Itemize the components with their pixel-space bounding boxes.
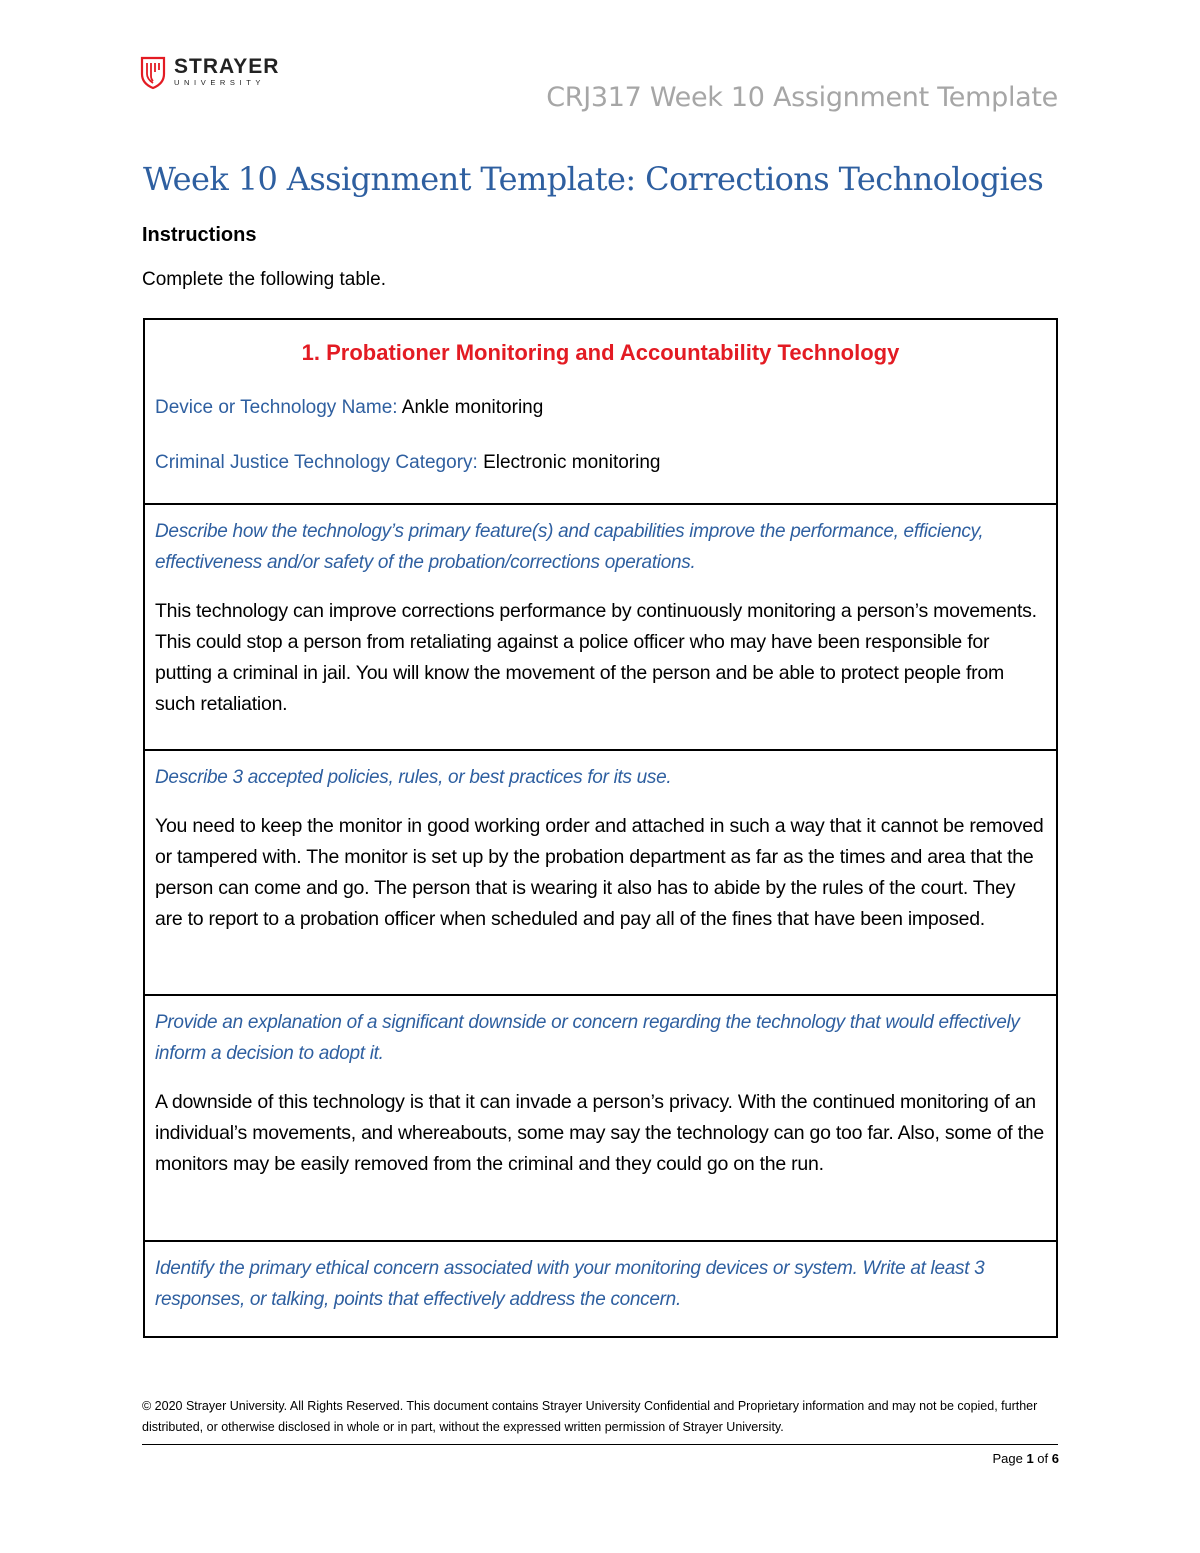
device-label: Device or Technology Name:: [155, 397, 398, 418]
table-row: [145, 503, 1056, 751]
strayer-logo: [140, 56, 279, 90]
logo-subtitle: UNIVERSITY: [174, 78, 266, 87]
row-answer[interactable]: A downside of this technology is that it can invade a person’s privacy. With the continued monitoring of an individual’s movements, and whereabouts, some may say the technology can go too far. Also, some of the monitors may be easily removed from the criminal and they could go on the run.: [155, 1091, 1044, 1175]
shield-logo-icon: [140, 56, 166, 90]
table-row-header: [145, 320, 1056, 505]
category-field: [155, 451, 1046, 475]
table-row: [145, 1240, 1056, 1338]
page-title: Week 10 Assignment Template: Corrections Technologies: [143, 160, 1044, 198]
instructions-text: Complete the following table.: [142, 269, 386, 290]
row-prompt: Identify the primary ethical concern associated with your monitoring devices or system. Write at least 3 responses, or talking, points that effectively address the concern.: [155, 1258, 985, 1310]
category-value: Electronic monitoring: [483, 452, 661, 473]
header-title: CRJ317 Week 10 Assignment Template: [546, 82, 1058, 113]
category-label: Criminal Justice Technology Category:: [155, 452, 478, 473]
assignment-table: [143, 318, 1058, 1338]
row-prompt: Describe 3 accepted policies, rules, or best practices for its use.: [155, 767, 672, 788]
row-prompt: Provide an explanation of a significant downside or concern regarding the technology that would effectively inform a decision to adopt it.: [155, 1012, 1020, 1064]
page-number: Page 1 of 6: [992, 1451, 1059, 1466]
device-value: Ankle monitoring: [401, 397, 544, 418]
table-row: [145, 994, 1056, 1242]
logo-name: STRAYER: [174, 55, 280, 78]
row-prompt: Describe how the technology’s primary feature(s) and capabilities improve the performance, efficiency, effectiveness and/or safety of the probation/corrections operations.: [155, 521, 984, 573]
row-answer[interactable]: This technology can improve corrections performance by continuously monitoring a person’s movements. This could stop a person from retaliating against a police officer who may have been responsible for putting a criminal in jail. You will know the movement of the person and be able to protect people from such retaliation.: [155, 600, 1037, 715]
footer-divider: [142, 1444, 1058, 1445]
device-field: [155, 396, 1046, 420]
row-answer[interactable]: You need to keep the monitor in good working order and attached in such a way that it cannot be removed or tampered with. The monitor is set up by the probation department as far as the times and area that the person can come and go. The person that is wearing it also has to abide by the rules of the court. They are to report to a probation officer when scheduled and pay all of the fines that have been imposed.: [155, 815, 1044, 930]
table-row: [145, 749, 1056, 996]
footer-copyright: © 2020 Strayer University. All Rights Reserved. This document contains Strayer University Confidential and Proprietary information and may not be copied, further distributed, or otherwise disclosed in whole or in part, without the expressed written permission of Strayer University.: [142, 1399, 1038, 1434]
instructions-heading: Instructions: [142, 224, 257, 246]
section-title: 1. Probationer Monitoring and Accountability Technology: [301, 340, 900, 365]
